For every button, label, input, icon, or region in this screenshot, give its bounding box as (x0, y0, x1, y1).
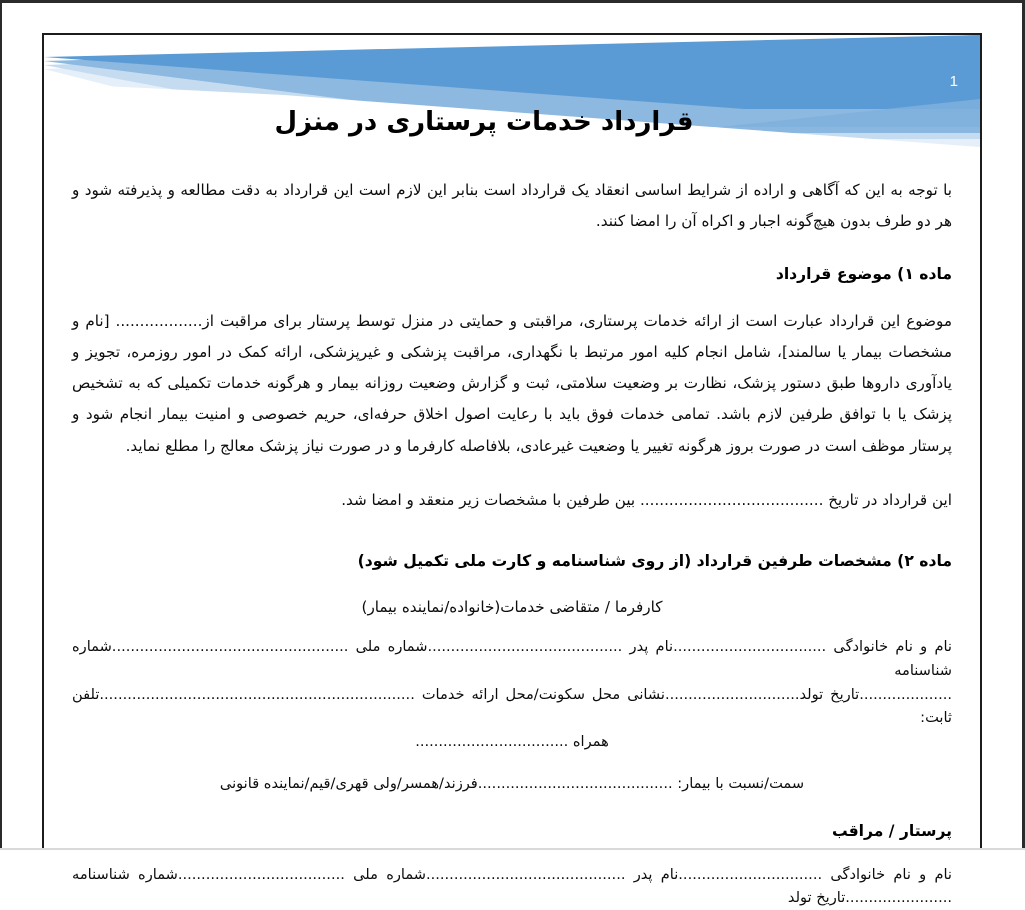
field-name-father-nationalid-idnumber[interactable]: نام و نام خانوادگی .................................نام پدر ..........................................شماره ملی ...................................................شماره شناسنامه (72, 638, 952, 680)
field-nurse-name-father-nationalid-idnumber-birthdate[interactable]: نام و نام خانوادگی ...............................نام پدر ...........................................شماره ملی ....................................شماره شناسنامه .......................تاریخ تولد (72, 865, 952, 907)
article-1-heading: ماده ۱) موضوع قرارداد (775, 265, 952, 284)
field-birthdate-address-landline[interactable]: ....................تاریخ تولد.............................نشانی محل سکونت/محل ارائه خدمات ....................................................................تلفن ثابت: (72, 685, 952, 727)
employer-section-label: کارفرما / متقاضی خدمات(خانواده/نماینده بیمار) (361, 597, 663, 616)
page-number: 1 (949, 73, 958, 90)
spacer (72, 795, 952, 817)
viewer-left-border (0, 0, 2, 850)
spacer (72, 476, 952, 485)
spacer (72, 251, 952, 260)
nurse-fields (72, 863, 952, 910)
field-relation-to-patient[interactable]: سمت/نسبت با بیمار: ..........................................فرزند/همسر/ولی قهری/قیم/نماینده قانونی (219, 774, 805, 792)
page-title: قرارداد خدمات پرستاری در منزل (274, 107, 694, 137)
document-content (44, 153, 980, 910)
viewer-top-border (0, 0, 1025, 3)
field-mobile[interactable]: همراه ................................. (415, 732, 609, 750)
article-1-conclusion: این قرارداد در تاریخ ...................................... بین طرفین با مشخصات زیر منعقد و امضا شد. (341, 490, 952, 509)
article-1-body: موضوع این قرارداد عبارت است از ارائه خدمات پرستاری، مراقبتی و حمایتی در منزل توسط پرستار برای مراقبت از.................. [نام و مشخصات بیمار یا سالمند]، شامل انجام کلیه امور مرتبط با نگهداری، مراقبت پزشکی و غیرپزشکی، ارائه کمک در امور روزمره، تجویز و یادآوری داروها طبق دستور پزشک، نظارت بر وضعیت سلامتی، ثبت و گزارش وضعیت روزانه بیمار و هرگونه خدمات تکمیلی که به تشخیص پزشک یا با توافق طرفین لازم باشد. تمامی خدمات فوق باید با رعایت اصول اخلاق حرفه‌ای، حریم خصوصی و امنیت بیمار انجام شود و پرستار موظف است در صورت بروز هرگونه تغییر یا وضعیت غیرعادی، بلافاصله کارفرما و در صورت نیاز پزشک معالج را مطلع نماید. (72, 311, 952, 455)
spacer (72, 530, 952, 547)
page-banner (44, 35, 980, 153)
employer-fields (72, 635, 952, 753)
nurse-section-label: پرستار / مراقب (831, 822, 952, 841)
article-2-heading: ماده ۲) مشخصات طرفین قرارداد (از روی شناسنامه و کارت ملی تکمیل شود) (357, 551, 952, 570)
intro-paragraph: با توجه به این که آگاهی و اراده از شرایط اساسی انعقاد یک قرارداد است بنابر این لازم است این قرارداد به دقت مطالعه و پذیرفته شود و هر دو طرف بدون هیچ‌گونه اجبار و اکراه آن را امضا کنند. (72, 181, 952, 231)
document-page (42, 33, 982, 907)
